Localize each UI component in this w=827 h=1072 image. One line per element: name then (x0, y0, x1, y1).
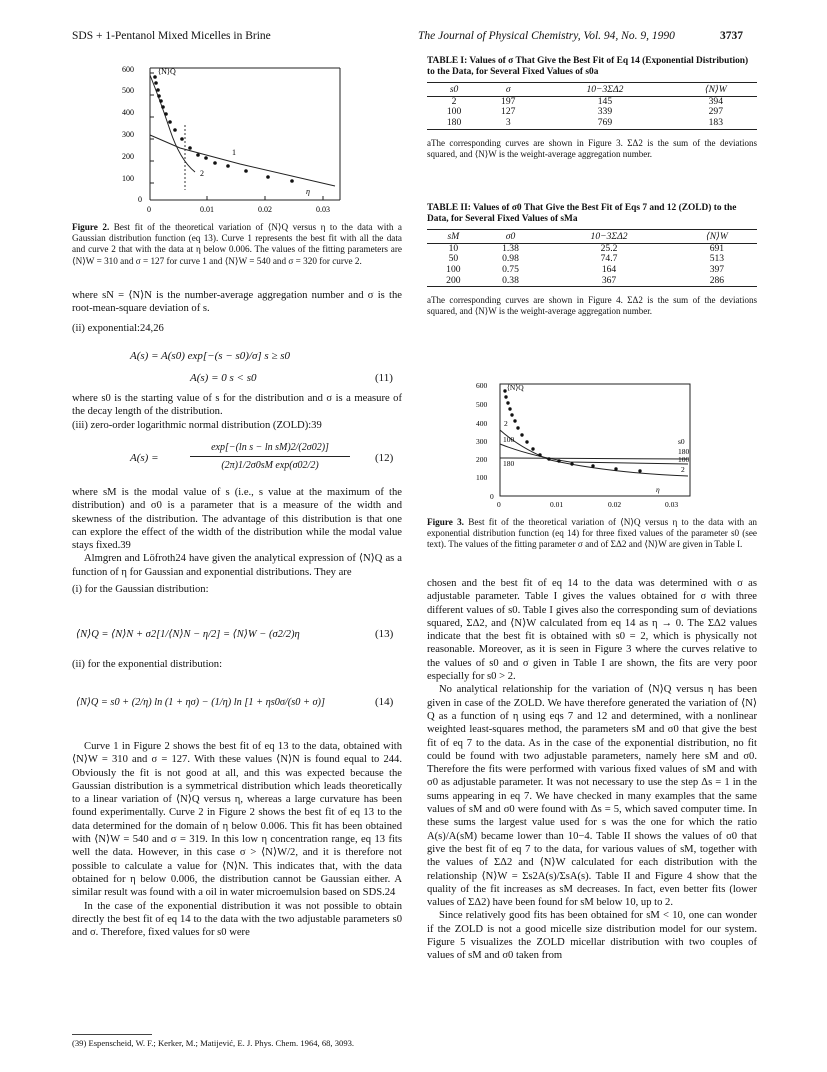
left-p6: Almgren and Löfroth24 have given the analytical expression of ⟨N⟩Q as a function of η for Gaussian and exponential distributions. They are (72, 553, 402, 578)
table-cell: 394 (708, 95, 723, 107)
fig3-x-label: η (656, 485, 660, 494)
table-row (427, 254, 757, 265)
table-cell: 74.7 (600, 253, 618, 265)
fig3-xtick: 0.02 (608, 500, 622, 509)
table-1-note: aThe corresponding curves are shown in Figure 3. ΣΔ2 is the sum of the deviations squared, and ⟨N⟩W is the weight-average aggregation number. (427, 137, 757, 159)
table-cell: 1.38 (502, 242, 519, 254)
fig3-caption-text: Best fit of the theoretical variation of ⟨N⟩Q versus η to the data with an exponential distribution function (eq 14) for three fixed values of the parameter s0 (see text). The values of the fitting parameter σ and of ΣΔ2 and ⟨N⟩W are given in Table I. (427, 517, 758, 550)
left-column-3 (72, 486, 402, 596)
fig2-caption-label: Figure 2. (72, 222, 110, 232)
table-cell: 10 (448, 242, 459, 254)
fig3-label: 100 (503, 435, 515, 444)
right-p1: chosen and the best fit of eq 14 to the data was determined with σ as adjustable parameter. Table I gives the values obtained for σ with three different values of s0. Table I gives also the corresponding sum of deviations squared, ΣΔ2, and ⟨N⟩W calculated from eq 14 as η → 0. The ΣΔ2 values indicate that the best fit is obtained with s0 = 2, which is physically not reasonable. Moreover, as it is seen in Figure 3 where the curves relative to the values of s0 and σ given in Table I are shown, the fits are very poor especially for s0 > 2. (427, 578, 757, 683)
fig2-ytick: 100 (122, 174, 134, 183)
table-cell: 769 (535, 118, 674, 129)
table-2-grid (427, 229, 757, 287)
left-p5: where sM is the modal value of s (i.e., s value at the maximum of the distribution) and σ0 is a parameter that is a measure of the width and skewness of the distribution. The advantage of this distribution is that one can explore the effect of the width of the distribution while the modal value stays fixed.39 (72, 487, 402, 552)
page-number: 3737 (720, 30, 743, 42)
left-p4: (iii) zero-order logarithmic normal distribution (ZOLD):39 (72, 419, 322, 431)
eq12-fraction-bar (190, 456, 350, 457)
table-row (427, 96, 757, 107)
right-column (427, 577, 757, 963)
table-cell: 0.75 (502, 264, 519, 275)
fig2-curve-1 (150, 135, 335, 186)
fig3-ytick: 100 (476, 473, 488, 482)
fig3-label: 2 (504, 419, 508, 428)
left-p3: where s0 is the starting value of s for the distribution and σ is a measure of the decay length of the distribution. (72, 393, 402, 418)
table-cell: 0.98 (502, 253, 519, 265)
eq12-number: (12) (375, 452, 394, 464)
running-head-left: SDS + 1-Pentanol Mixed Micelles in Brine (72, 30, 271, 42)
table-cell: 691 (709, 242, 725, 254)
eq13: ⟨N⟩Q = ⟨N⟩N + σ2[1/⟨N⟩N − η/2] = ⟨N⟩W − (σ2/2)η (76, 629, 300, 640)
table-row (427, 118, 757, 129)
right-p2: No analytical relationship for the variation of ⟨N⟩Q versus η has been given in case of the ZOLD. We have therefore generated the variation of ⟨N⟩Q as a function of η using eqs 7 and 12 and determined, with a nonlinear weighted least-squares method, the parameters sM and σ0 that give the best fit of eq 7 to the data. As in the case of the exponential distribution, no fit could be found with two adjustable parameters, namely here sM and σ0. Therefore the fits were performed with various fixed values of sM and with σ0 as adjustable parameter. It was not necessary to use the step Δs = 1 in the sums appearing in eq 7. We have checked in many examples that the same values of sM and σ0 were found with Δs = 5, which saved computer time. In these sums the largest value used for s was the one for which the ratio A(s)/A(sM) became lower than 10−4. Table II shows the values of σ0 that give the best fit of eq 7 to the data, for various values of sM, together with the values of ΣΔ2 and ⟨N⟩W calculated for each distribution with the relationship ⟨N⟩W = Σs2A(s)/ΣsA(s). Table II and Figure 4 show that the quality of the fit increases as sM decreases. In fact, even better fits (lower values of ΣΔ2) have been found for sM below 10, up to 2. (427, 684, 757, 909)
table-row (427, 243, 757, 254)
fig2-ytick: 200 (122, 152, 134, 161)
table-cell: 180 (427, 118, 481, 129)
eq11-number: (11) (375, 372, 393, 384)
eq14-number: (14) (375, 696, 394, 708)
table-cell: 100 (446, 106, 462, 118)
footnote-39: (39) Espenscheid, W. F.; Kerker, M.; Matijević, E. J. Phys. Chem. 1964, 68, 3093. (72, 1038, 355, 1048)
figure-2-plot (100, 60, 360, 220)
fig3-ytick: 300 (476, 437, 488, 446)
left-p10: In the case of the exponential distribution it was not possible to obtain directly the best fit of eq 14 to the data with the two adjustable parameters s0 and σ. Therefore, fixed values for s0 were (72, 900, 402, 939)
fig2-y-ticks (122, 65, 142, 204)
right-p3: Since relatively good fits has been obtained for sM < 10, one can wonder if the ZOLD is not a good micelle size distribution model for our system. Figure 5 visualizes the ZOLD micellar distribution with two couples of values of sM and σ0 taken from (427, 910, 757, 962)
fig3-xtick: 0 (497, 500, 501, 509)
fig2-ytick: 500 (122, 86, 134, 95)
fig2-ytick: 400 (122, 108, 134, 117)
fig3-curve-180 (500, 458, 688, 459)
table-cell: 397 (709, 264, 725, 275)
table-cell: 164 (601, 264, 617, 275)
table-1-header: s0 (427, 82, 481, 96)
table-2-header: 10−3ΣΔ2 (541, 229, 677, 243)
fig2-xtick: 0.02 (258, 205, 272, 214)
table-row (427, 276, 757, 287)
fig3-ytick: 500 (476, 400, 488, 409)
fig2-data-points (153, 75, 294, 183)
table-1-header: ⟨N⟩W (675, 82, 757, 96)
footnote-rule (72, 1034, 152, 1035)
fig3-label: 180 (503, 459, 515, 468)
table-2-header: sM (427, 229, 480, 243)
table-cell: 339 (597, 106, 613, 118)
eq11-line1: A(s) = A(s0) exp[−(s − s0)/σ] s ≥ s0 (130, 350, 291, 362)
table-row (427, 107, 757, 118)
fig2-xtick: 0 (147, 205, 151, 214)
fig2-x-label: η (306, 187, 310, 196)
fig2-x-ticks (147, 205, 330, 214)
fig3-caption-label: Figure 3. (427, 517, 464, 527)
eq14: ⟨N⟩Q = s0 + (2/η) ln (1 + ησ) − (1/η) ln [1 + ηs0σ/(s0 + σ)] (76, 697, 325, 708)
eq11-line2: A(s) = 0 s < s0 (190, 372, 257, 384)
table-2-header: ⟨N⟩W (677, 229, 757, 243)
table-cell: 297 (708, 106, 723, 118)
figure-3-caption (427, 517, 757, 551)
fig2-caption-text: Best fit of the theoretical variation of ⟨N⟩Q versus η to the data with a Gaussian distribution function (eq 13). Curve 1 represents the best fit with all the data and curve 2 that with the data at η below 0.006. The values of the fitting parameters are ⟨N⟩W = 310 and σ = 127 for curve 1 and ⟨N⟩W = 540 and σ = 320 for curve 2. (72, 222, 402, 266)
table-cell: 513 (709, 253, 725, 265)
fig3-label: 100 (678, 455, 690, 464)
left-column-4 (72, 740, 402, 939)
fig3-curve-100 (500, 444, 688, 464)
table-2-header: σ0 (480, 229, 542, 243)
fig3-xtick: 0.01 (550, 500, 564, 509)
fig3-label: 2 (681, 465, 685, 474)
eq12-denominator: (2π)1/2σ0sM exp(σ02/2) (221, 460, 319, 471)
fig2-xtick: 0.03 (316, 205, 330, 214)
table-cell: 200 (427, 276, 480, 287)
fig2-ytick: 600 (122, 65, 134, 74)
fig3-label: 180 (678, 447, 690, 456)
table-1-header: 10−3ΣΔ2 (535, 82, 674, 96)
table-cell: 3 (481, 118, 535, 129)
table-2-title: TABLE II: Values of σ0 That Give the Best Fit of Eqs 7 and 12 (ZOLD) to the Data, for Several Fixed Values of sMa (427, 203, 737, 225)
fig2-y-label: ⟨N⟩Q (158, 67, 176, 76)
table-2-note: aThe corresponding curves are shown in Figure 4. ΣΔ2 is the sum of the deviations squared, and ⟨N⟩W is the weight-average aggregation number. (427, 295, 757, 317)
left-p2: (ii) exponential:24,26 (72, 322, 164, 334)
table-1 (427, 56, 757, 160)
table-cell: 286 (677, 276, 757, 287)
left-p7: (i) for the Gaussian distribution: (72, 584, 209, 596)
table-cell: 183 (675, 118, 757, 129)
eq12-numerator: exp[−(ln s − ln sM)2/(2σ02)] (211, 442, 329, 453)
fig2-curve-label: 2 (200, 169, 204, 178)
left-p8: (ii) for the exponential distribution: (72, 659, 223, 670)
table-cell: 197 (501, 95, 516, 107)
left-column (72, 289, 402, 335)
fig3-label: s0 (678, 437, 685, 446)
table-cell: 25.2 (600, 242, 618, 254)
table-cell: 145 (597, 95, 613, 107)
table-cell: 50 (448, 253, 459, 265)
fig2-curve-label: 1 (232, 148, 236, 157)
fig3-ytick: 0 (490, 492, 494, 501)
fig2-ytick: 300 (122, 130, 134, 139)
fig3-data-points (503, 389, 641, 472)
fig3-ytick: 600 (476, 381, 488, 390)
table-cell: 367 (541, 276, 677, 287)
table-row (427, 265, 757, 276)
eq13-number: (13) (375, 628, 394, 640)
table-1-title: TABLE I: Values of σ That Give the Best Fit of Eq 14 (Exponential Distribution) to the Data, for Several Fixed Values of s0a (427, 56, 749, 78)
fig3-y-label: ⟨N⟩Q (507, 383, 524, 392)
table-1-grid (427, 82, 757, 130)
fig3-xtick: 0.03 (665, 500, 679, 509)
left-column-2 (72, 392, 402, 432)
fig2-ytick: 0 (138, 195, 142, 204)
eq12-lhs: A(s) = (130, 452, 159, 464)
table-1-header: σ (481, 82, 535, 96)
figure-2-caption (72, 222, 402, 267)
fig3-ytick: 400 (476, 419, 488, 428)
table-cell: 0.38 (480, 276, 542, 287)
running-head-journal: The Journal of Physical Chemistry, Vol. 94, No. 9, 1990 (418, 30, 675, 42)
left-p8-wrap (72, 658, 402, 671)
table-cell: 100 (446, 264, 461, 275)
left-p9: Curve 1 in Figure 2 shows the best fit of eq 13 to the data, obtained with ⟨N⟩W = 310 and σ = 127. With these values ⟨N⟩N is found equal to 244. Obviously the fit is not good at all, and this was expected because the Gaussian distribution is a symmetrical distribution which leads theoretically to a linear variation of ⟨N⟩Q versus η, whereas a large curvature has been found experimentally. Curve 2 in Figure 2 shows the best fit of eq 13 to the data determined for the domain of η below 0.006. This fit has been obtained with ⟨N⟩W = 540 and σ = 319. In this low η concentration range, eq 13 fits well the data. However, in this case σ > ⟨N⟩W/2, and it is therefore not possible to calculate a value for ⟨N⟩N. This indicates that, with the data obtained for η below 0.006, the distribution cannot be Gaussian either. A similar result was found with a oil in water microemulsion based on SDS.24 (72, 741, 402, 899)
table-cell: 2 (451, 95, 457, 107)
fig2-xtick: 0.01 (200, 205, 214, 214)
fig3-ytick: 200 (476, 455, 488, 464)
figure-3-plot (460, 378, 710, 513)
table-cell: 127 (501, 106, 516, 118)
left-p1: where sN = ⟨N⟩N is the number-average aggregation number and σ is the root-mean-square deviation of s. (72, 290, 402, 315)
table-2 (427, 203, 757, 317)
